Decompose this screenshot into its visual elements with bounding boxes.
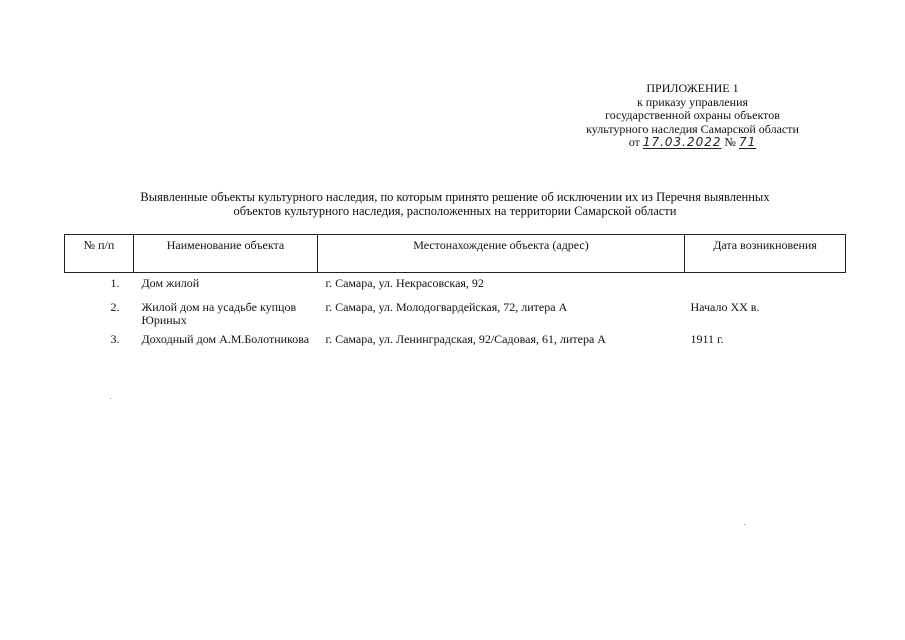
table-row [65, 273, 846, 302]
appendix-line-3: культурного наследия Самарской области [586, 121, 799, 136]
row-number: 2. [110, 300, 120, 314]
order-number-handwritten: 71 [738, 135, 757, 149]
row-address: г. Самара, ул. Молодогвардейская, 72, литера А [325, 300, 568, 314]
objects-table [64, 234, 846, 361]
order-date-line [520, 136, 865, 150]
table-row [65, 333, 846, 361]
appendix-header [520, 82, 865, 150]
row-date [685, 273, 846, 302]
document-title [70, 190, 840, 218]
header-number: № п/п [65, 235, 134, 273]
row-number: 1. [110, 276, 120, 290]
table-row [65, 301, 846, 333]
header-date: Дата возникновения [685, 235, 846, 273]
row-name: Доходный дом А.М.Болотникова [141, 332, 310, 346]
header-name: Наименование объекта [134, 235, 318, 273]
document-title-line-1: Выявленные объекты культурного наследия, по которым принято решение об исключении их из Перечня выявленных [140, 190, 770, 204]
row-address: г. Самара, ул. Некрасовская, 92 [325, 276, 484, 290]
row-name: Дом жилой [141, 276, 200, 290]
scan-speck [744, 524, 745, 525]
table-header-row [65, 235, 846, 273]
row-name: Жилой дом на усадьбе купцов Юриных [141, 300, 297, 327]
row-address: г. Самара, ул. Ленинградская, 92/Садовая, 61, литера А [325, 332, 606, 346]
row-date: 1911 г. [690, 332, 724, 346]
appendix-line-2: государственной охраны объектов [605, 108, 780, 122]
row-number: 3. [110, 332, 120, 346]
row-date: Начало XX в. [690, 300, 760, 314]
number-prefix: № [724, 135, 736, 149]
header-address: Местонахождение объекта (адрес) [318, 235, 685, 273]
date-prefix: от [628, 135, 640, 149]
document-title-line-2: объектов культурного наследия, расположенных на территории Самарской области [233, 204, 677, 218]
order-date-handwritten: 17.03.2022 [642, 135, 722, 149]
appendix-line-1: к приказу управления [636, 94, 749, 109]
scan-speck [110, 398, 111, 399]
appendix-title: ПРИЛОЖЕНИЕ 1 [646, 81, 739, 95]
